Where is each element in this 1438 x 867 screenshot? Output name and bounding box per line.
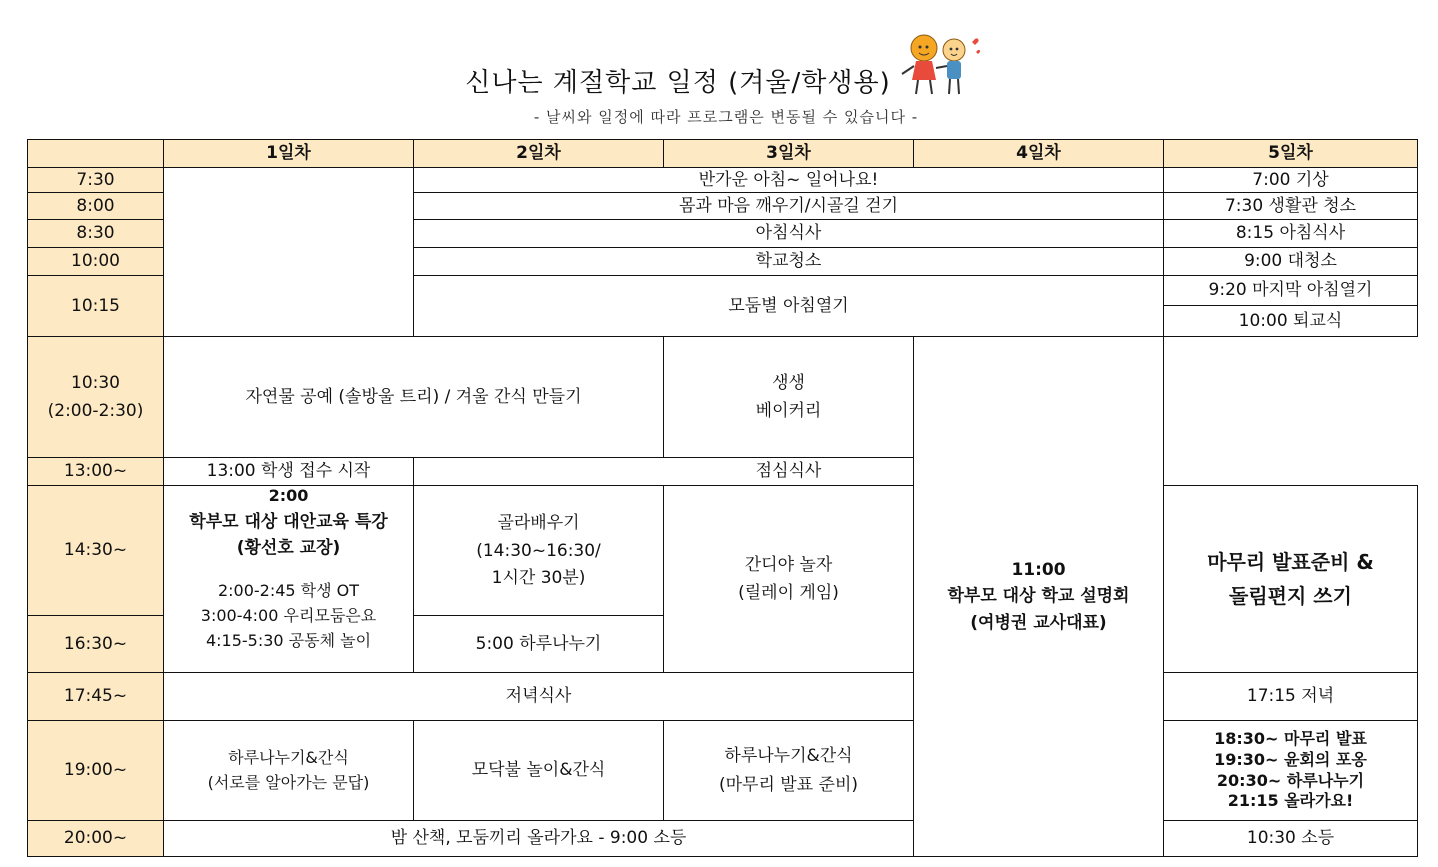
header-day-1: 1일차 — [164, 140, 414, 168]
day1-evening-cell — [164, 721, 414, 821]
time-label-sub: (2:00-2:30) — [47, 401, 144, 421]
time-label: 19:00~ — [28, 721, 164, 821]
evening-line: (마무리 발표 준비) — [718, 774, 859, 795]
day5-meeting-cell — [914, 337, 1164, 857]
day5-item: 7:30 생활관 청소 — [1164, 193, 1418, 220]
day3-game-cell — [664, 486, 914, 673]
prep-line: 돌림편지 쓰기 — [1229, 584, 1352, 608]
time-label: 13:00~ — [28, 458, 164, 486]
page-title: 신나는 계절학교 일정 (겨울/학생용) — [465, 68, 891, 98]
time-label: 8:00 — [28, 193, 164, 220]
morning-circle-cell: 모둠별 아침열기 — [414, 276, 1164, 337]
game-line: (릴레이 게임) — [738, 583, 839, 603]
day3-evening-cell — [664, 721, 914, 821]
time-label-1030 — [28, 337, 164, 458]
day1-afternoon-cell — [164, 486, 414, 673]
lecture-title: 학부모 대상 대안교육 특강 — [189, 511, 388, 532]
schedule-table — [27, 139, 1418, 857]
ot-line: 2:00-2:45 학생 OT — [217, 580, 360, 600]
evening-line: 20:30~ 하루나누기 — [1216, 770, 1365, 790]
time-label: 10:30 — [71, 372, 120, 393]
day5-item: 10:00 퇴교식 — [1164, 306, 1418, 337]
day5-item: 7:00 기상 — [1164, 168, 1418, 193]
wakeup-cell: 반가운 아침~ 일어나요! — [414, 168, 1164, 193]
day5-item: 8:15 아침식사 — [1164, 220, 1418, 248]
choice-line: (14:30~16:30/ — [476, 541, 601, 562]
day2-choice-cell — [414, 486, 664, 616]
meeting-title: 학부모 대상 학교 설명회 — [947, 586, 1130, 607]
walk-cell: 몸과 마음 깨우기/시골길 걷기 — [414, 193, 1164, 220]
lecture-time: 2:00 — [268, 486, 309, 505]
prep-line: 마무리 발표준비 & — [1207, 550, 1374, 574]
day4-evening-cell — [1164, 721, 1418, 821]
time-label: 16:30~ — [28, 616, 164, 673]
dinner-cell: 저녁식사 — [164, 673, 914, 721]
time-label: 14:30~ — [28, 486, 164, 616]
evening-line: 하루나누기&간식 — [228, 747, 349, 767]
meeting-host: (여병권 교사대표) — [970, 612, 1107, 633]
meeting-time: 11:00 — [1011, 560, 1066, 581]
day2-share-cell: 5:00 하루나누기 — [414, 616, 664, 673]
header-day-3: 3일차 — [664, 140, 914, 168]
time-label: 17:45~ — [28, 673, 164, 721]
day1-empty-cell — [164, 168, 414, 337]
evening-line: 19:30~ 윤회의 포옹 — [1214, 749, 1367, 769]
time-label: 7:30 — [28, 168, 164, 193]
choice-line: 1시간 30분) — [491, 567, 586, 588]
spacer — [164, 559, 413, 581]
header-day-4: 4일차 — [914, 140, 1164, 168]
time-label: 20:00~ — [28, 821, 164, 857]
page-subtitle: - 날씨와 일정에 따라 프로그램은 변동될 수 있습니다 - — [533, 108, 919, 126]
bakery-cell — [664, 337, 914, 458]
day4-lights-cell: 10:30 소등 — [1164, 821, 1418, 857]
night-cell: 밤 산책, 모둠끼리 올라가요 - 9:00 소등 — [164, 821, 914, 857]
evening-line: (서로를 알아가는 문답) — [207, 772, 370, 792]
day4-dinner-cell: 17:15 저녁 — [1164, 673, 1418, 721]
lecture-speaker: (황선호 교장) — [236, 537, 341, 558]
cleaning-cell: 학교청소 — [414, 248, 1164, 276]
reception-cell: 13:00 학생 접수 시작 — [164, 458, 414, 486]
craft-cell: 자연물 공예 (솔방울 트리) / 겨울 간식 만들기 — [164, 337, 664, 458]
bakery-line: 베이커리 — [755, 401, 822, 421]
group-line: 3:00-4:00 우리모둠은요 — [200, 605, 377, 625]
game-line: 간디야 놀자 — [744, 554, 833, 575]
breakfast-cell: 아침식사 — [414, 220, 1164, 248]
time-label: 10:00 — [28, 248, 164, 276]
day5-item: 9:20 마지막 아침열기 — [1164, 276, 1418, 306]
day5-item: 9:00 대청소 — [1164, 248, 1418, 276]
children-illustration-icon — [896, 30, 988, 98]
evening-line: 18:30~ 마무리 발표 — [1214, 728, 1367, 748]
day4-prep-cell — [1164, 486, 1418, 673]
lunch-cell: 점심식사 — [414, 458, 1164, 486]
bakery-line: 생생 — [772, 372, 805, 393]
time-label: 10:15 — [28, 276, 164, 337]
evening-line: 21:15 올라가요! — [1227, 791, 1354, 811]
choice-line: 골라배우기 — [497, 513, 580, 534]
header-corner — [28, 140, 164, 168]
time-label: 8:30 — [28, 220, 164, 248]
header-day-5: 5일차 — [1164, 140, 1418, 168]
day2-evening-cell: 모닥불 놀이&간식 — [414, 721, 664, 821]
evening-line: 하루나누기&간식 — [724, 746, 853, 767]
play-line: 4:15-5:30 공동체 놀이 — [205, 630, 372, 650]
header-day-2: 2일차 — [414, 140, 664, 168]
